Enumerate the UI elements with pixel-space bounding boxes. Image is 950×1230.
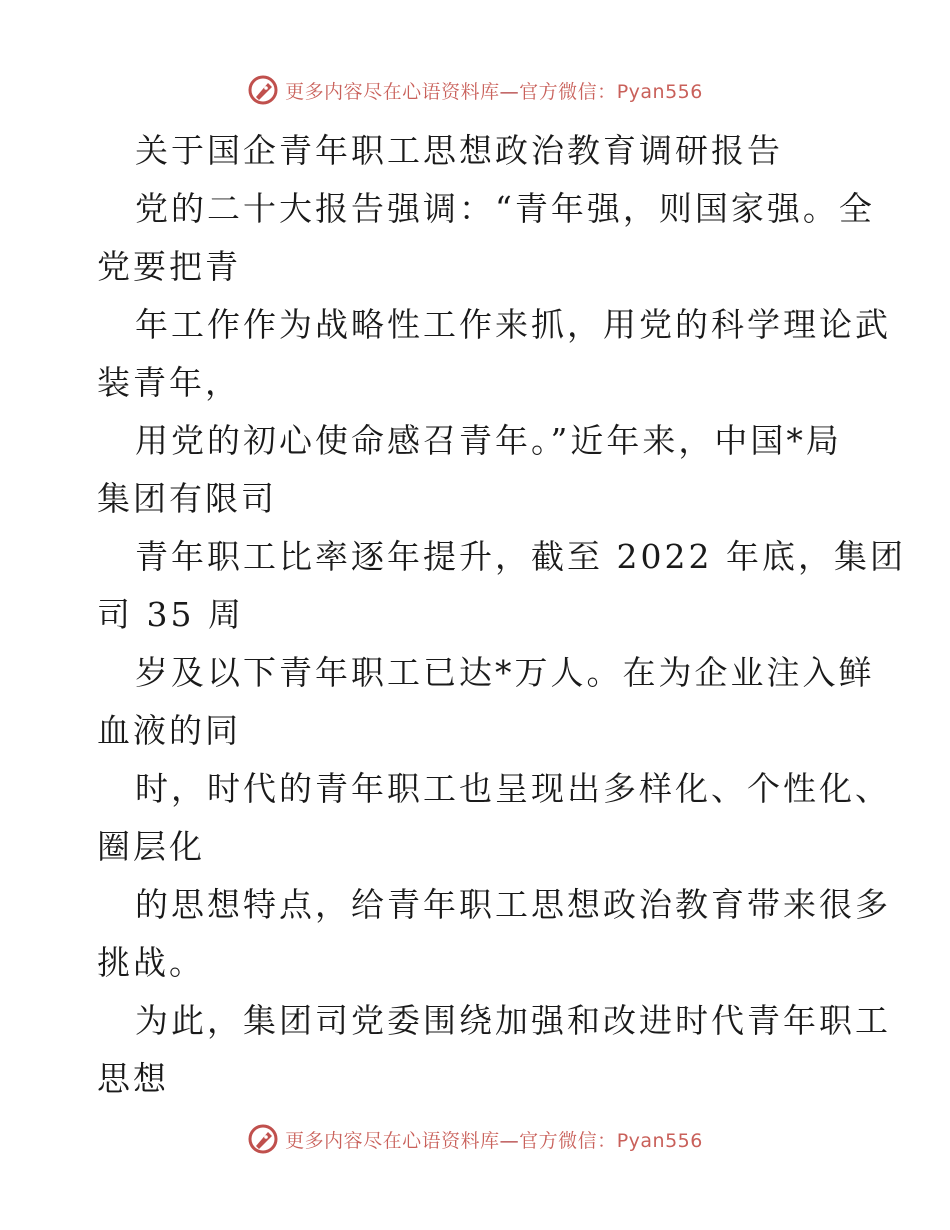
banner-contact-label: 官方微信：: [519, 1129, 617, 1152]
paragraph-line: 为此，集团司党委围绕加强和改进时代青年职工: [135, 1001, 891, 1040]
paragraph-line: 的思想特点，给青年职工思想政治教育带来很多: [135, 885, 891, 924]
pen-nib-circle-icon: [247, 74, 279, 106]
paragraph-line: 岁及以下青年职工已达*万人。在为企业注入鲜: [135, 653, 875, 692]
banner-text: [285, 77, 703, 104]
banner-contact-id: Pyan556: [616, 1129, 703, 1152]
paragraph-line: 党的二十大报告强调：“青年强，则国家强。全: [135, 189, 875, 228]
paragraph-line: 年工作作为战略性工作来抓，用党的科学理论武: [135, 305, 891, 344]
paragraph-line: 党要把青: [97, 247, 241, 286]
banner-contact-label: 官方微信：: [519, 80, 617, 103]
banner-contact-id: Pyan556: [616, 80, 703, 103]
banner-site-text: 更多内容尽在心语资料库: [285, 80, 500, 103]
paragraph-line: 装青年，: [97, 363, 241, 402]
paragraph-line: 时，时代的青年职工也呈现出多样化、个性化、: [135, 769, 891, 808]
banner-dash: —: [499, 80, 520, 103]
banner-dash: —: [499, 1129, 520, 1152]
header-banner: [0, 70, 950, 110]
paragraph-line: 圈层化: [97, 827, 205, 866]
paragraph-line: 青年职工比率逐年提升，截至 2022 年底，集团: [135, 537, 906, 576]
paragraph-line: 思想: [97, 1059, 169, 1098]
document-title: 关于国企青年职工思想政治教育调研报告: [135, 131, 783, 170]
pen-nib-circle-icon: [247, 1123, 279, 1155]
document-body: [97, 122, 906, 1108]
paragraph-line: 集团有限司: [97, 479, 277, 518]
footer-banner: [0, 1119, 950, 1159]
paragraph-line: 血液的同: [97, 711, 241, 750]
paragraph-line: 司 35 周: [97, 595, 244, 634]
paragraph-line: 挑战。: [97, 943, 205, 982]
banner-site-text: 更多内容尽在心语资料库: [285, 1129, 500, 1152]
paragraph-line: 用党的初心使命感召青年。”近年来，中国*局: [135, 421, 842, 460]
banner-text: [285, 1126, 703, 1153]
